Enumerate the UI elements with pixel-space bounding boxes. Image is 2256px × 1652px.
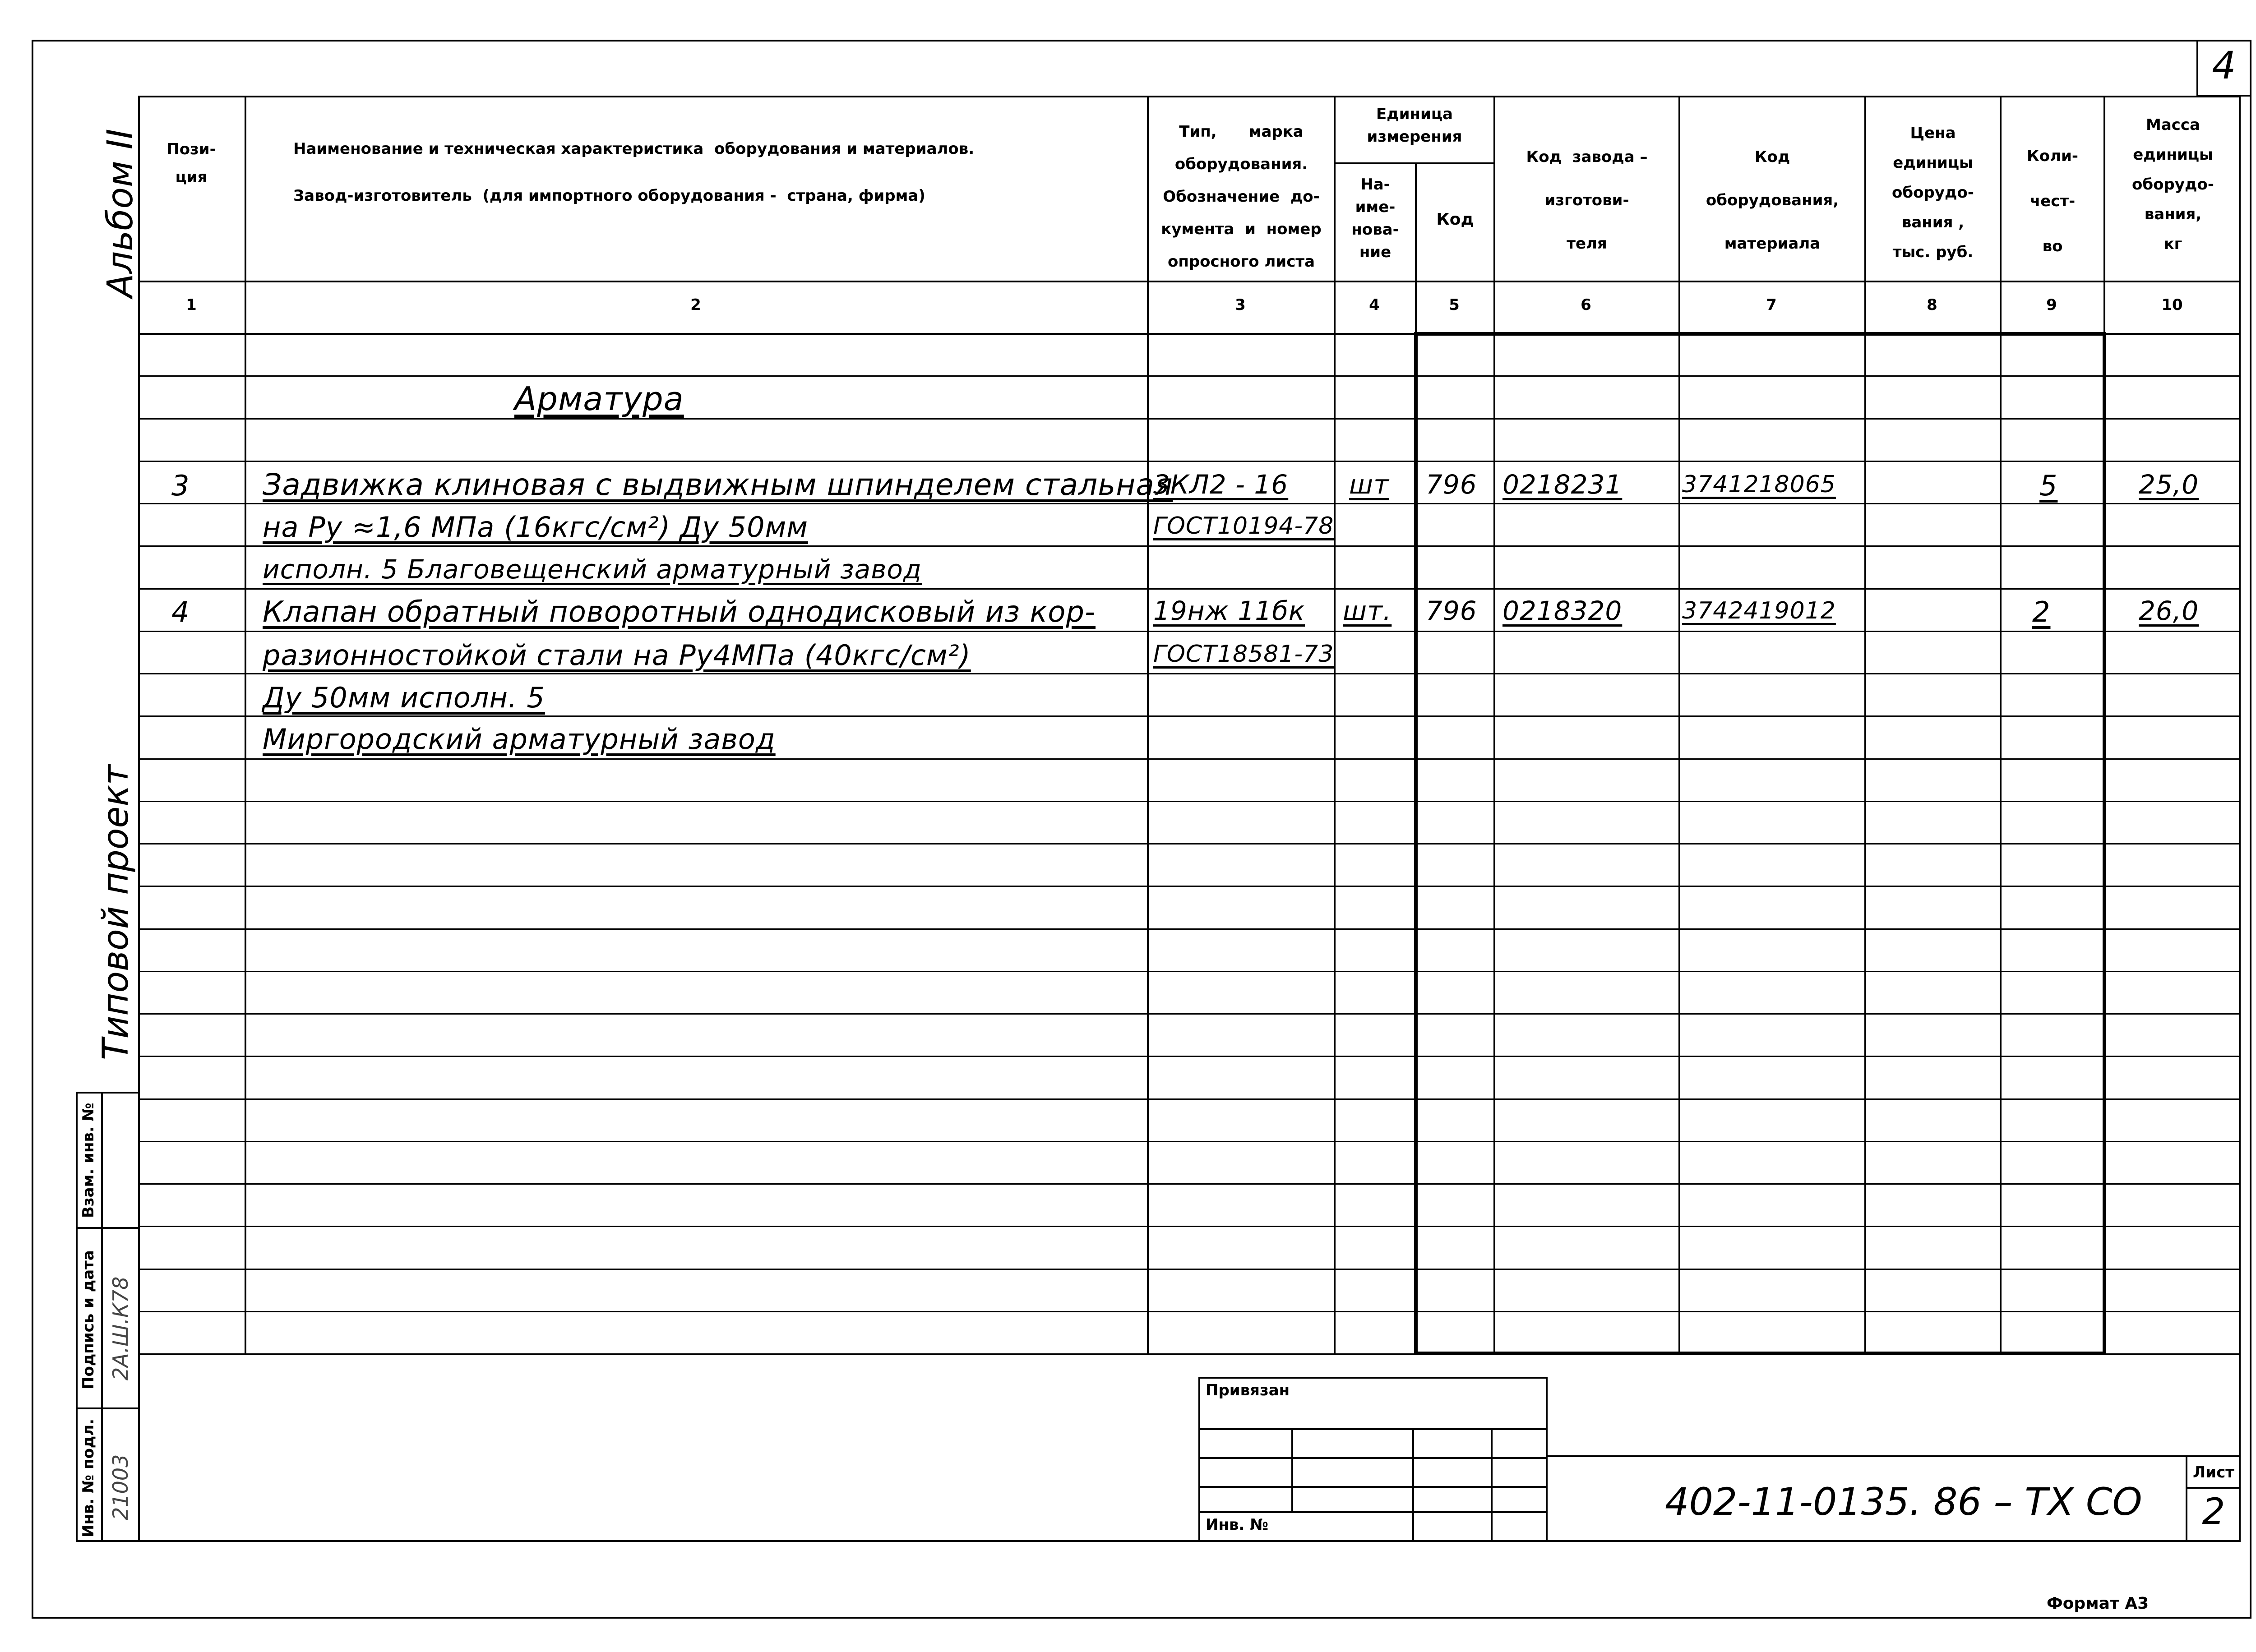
privyazan-col (1291, 1428, 1293, 1511)
table-row-line (138, 1269, 2241, 1270)
header-unit-name-line: ние (1359, 243, 1392, 261)
table-row-line (138, 1056, 2241, 1057)
stamp-row-line (76, 1227, 140, 1229)
sheet-label: Лист (2193, 1463, 2234, 1481)
header-price-line: оборудо- (1892, 184, 1974, 202)
col-line (245, 96, 246, 1354)
inv-podl-value: 21003 (108, 1454, 133, 1520)
header-type-line: опросного листа (1167, 253, 1315, 271)
col-line (1147, 96, 1149, 1354)
section-title: Арматура (514, 380, 684, 418)
privyazan-label: Привязан (1206, 1381, 1290, 1399)
vzam-label: Взам. инв. № (79, 1103, 97, 1218)
header-type-line: Обозначение до- (1163, 188, 1320, 206)
row-unit-name: шт (1349, 469, 1389, 500)
row-name-line: Задвижка клиновая с выдвижным шпинделем стальная (263, 467, 1173, 502)
row-equipment-code: 3742419012 (1682, 597, 1836, 624)
row-type-line: ГОСТ18581-73 (1153, 641, 1334, 668)
table-row-line (138, 1013, 2241, 1015)
header-mass-line: Масса (2145, 116, 2201, 134)
header-equipment-code (1680, 135, 1864, 265)
row-unit-code: 796 (1426, 469, 1477, 500)
row-position: 3 (171, 469, 190, 502)
header-equip-line: материала (1724, 235, 1821, 253)
table-row-line (138, 928, 2241, 930)
header-price-line: Цена (1910, 124, 1956, 142)
col-number-4: 4 (1369, 296, 1380, 314)
inv-podl-label: Инв. № подл. (79, 1418, 97, 1537)
header-unit-name-line: нова- (1351, 221, 1399, 239)
col-number-5: 5 (1449, 296, 1460, 314)
header-position (138, 135, 245, 191)
table-row-line (138, 545, 2241, 547)
header-name-line2: Завод-изготовитель (для импортного оборудования - страна, фирма) (293, 187, 925, 205)
number-row-bottom (138, 333, 2241, 335)
header-quantity (2002, 134, 2103, 269)
header-mass-line: кг (2164, 235, 2182, 253)
header-mass (2105, 110, 2241, 259)
table-row-line (138, 801, 2241, 802)
row-unit-code: 796 (1426, 595, 1477, 626)
unit-group-line (1334, 162, 1493, 164)
col-line (1334, 96, 1336, 1354)
table-row-line (138, 1226, 2241, 1227)
corner-sheet-number: 4 (2212, 43, 2236, 88)
privyazan-col (1412, 1428, 1414, 1542)
privyazan-line (1198, 1486, 1548, 1488)
row-name-line: Миргородский арматурный завод (263, 723, 776, 756)
col-number-10: 10 (2161, 296, 2183, 314)
header-price-line: единицы (1893, 154, 1973, 172)
header-unit-group (1336, 103, 1493, 148)
sheet-box-line (2186, 1487, 2241, 1489)
header-qty-line: во (2042, 237, 2063, 255)
privyazan-line (1198, 1428, 1548, 1430)
col-line (1864, 96, 1866, 1354)
header-equip-line: Код (1754, 148, 1790, 166)
project-type-label: Типовой проект (96, 764, 136, 1060)
header-mass-line: вания, (2144, 205, 2202, 223)
col-line (2000, 96, 2002, 1354)
header-type-line: кумента и номер (1161, 220, 1322, 238)
table-row-line (138, 673, 2241, 674)
header-mass-line: единицы (2133, 146, 2213, 164)
table-row-line (138, 503, 2241, 504)
header-price-line: вания , (1901, 213, 1965, 231)
row-quantity: 2 (2032, 595, 2051, 628)
row-name-line: исполн. 5 Благовещенский арматурный завод (263, 554, 922, 585)
header-type (1149, 115, 1334, 278)
col-line (1493, 96, 1495, 1354)
col-number-1: 1 (186, 296, 197, 314)
col-number-6: 6 (1581, 296, 1591, 314)
format-label: Формат А3 (2047, 1594, 2149, 1613)
row-unit-name: шт. (1343, 595, 1392, 626)
table-bottom (138, 1353, 2241, 1355)
col-number-8: 8 (1927, 296, 1937, 314)
inv-label: Инв. № (1206, 1516, 1269, 1534)
row-quantity: 5 (2039, 469, 2058, 502)
header-qty-line: Коли- (2027, 147, 2078, 165)
row-name-line: разионностойкой стали на Ру4МПа (40кгс/см²) (263, 639, 971, 672)
sheet-number: 2 (2202, 1490, 2225, 1532)
privyazan-line (1198, 1511, 1548, 1513)
header-unit-line: измерения (1367, 128, 1462, 146)
header-price (1866, 118, 2000, 267)
table-row-line (138, 418, 2241, 420)
row-mass: 26,0 (2139, 595, 2199, 626)
table-row-line (138, 715, 2241, 717)
row-plant-code: 0218320 (1502, 595, 1623, 626)
table-row-line (138, 886, 2241, 887)
row-plant-code: 0218231 (1502, 469, 1623, 500)
table-row-line (138, 1311, 2241, 1312)
sign-date-label: Подпись и дата (79, 1250, 97, 1389)
row-type-line: 3КЛ2 - 16 (1153, 469, 1289, 500)
table-row-line (138, 1098, 2241, 1100)
col-number-3: 3 (1235, 296, 1246, 314)
header-plant-line: изготови- (1544, 191, 1629, 209)
header-type-line: Тип, марка (1179, 123, 1304, 141)
table-row-line (138, 758, 2241, 760)
header-unit-name-line: На- (1360, 175, 1390, 194)
stamp-row-line (76, 1407, 140, 1409)
row-mass: 25,0 (2139, 469, 2199, 500)
row-equipment-code: 3741218065 (1682, 471, 1836, 498)
document-code: 402-11-0135. 86 – ТХ СО (1665, 1480, 2142, 1524)
col-line (1678, 96, 1680, 1354)
header-name (253, 140, 1137, 205)
table-row-line (138, 461, 2241, 462)
col-number-2: 2 (690, 296, 701, 314)
title-line (1548, 1455, 2241, 1457)
header-price-line: тыс. руб. (1892, 243, 1974, 261)
header-mass-line: оборудо- (2132, 175, 2214, 194)
col-number-7: 7 (1766, 296, 1777, 314)
table-row-line (138, 375, 2241, 377)
header-plant-line: Код завода – (1526, 148, 1648, 166)
table-row-line (138, 1141, 2241, 1142)
row-type-line: 19нж 11бк (1153, 595, 1305, 626)
header-unit-code: Код (1436, 210, 1474, 229)
album-label: Альбом II (100, 129, 141, 298)
table-row-line (138, 843, 2241, 844)
sheet-box-line (2186, 1455, 2187, 1542)
header-equip-line: оборудования, (1706, 191, 1839, 209)
header-plant-line: теля (1567, 235, 1607, 253)
table-row-line (138, 631, 2241, 632)
table-row-line (138, 971, 2241, 972)
row-position: 4 (171, 595, 190, 628)
col-number-9: 9 (2046, 296, 2057, 314)
header-unit-name-line: име- (1355, 198, 1396, 216)
header-type-line: оборудования. (1174, 155, 1308, 173)
header-position-text: Пози-ция (166, 140, 216, 186)
header-unit-name (1336, 173, 1415, 263)
row-name-line: на Ру ≈1,6 МПа (16кгс/см²) Ду 50мм (263, 511, 809, 544)
table-row-line (138, 1183, 2241, 1185)
row-type-line: ГОСТ10194-78 (1153, 512, 1334, 540)
privyazan-col (1491, 1428, 1493, 1542)
header-bottom-line (138, 281, 2241, 282)
sign-date-value: 2А.Ш.К78 (108, 1276, 133, 1380)
header-unit-line: Единица (1376, 105, 1453, 123)
header-qty-line: чест- (2029, 192, 2076, 210)
header-name-line1: Наименование и техническая характеристика оборудования и материалов. (293, 140, 975, 158)
header-plant-code (1495, 135, 1678, 265)
privyazan-line (1198, 1457, 1548, 1459)
row-name-line: Клапан обратный поворотный однодисковый из кор- (263, 595, 1096, 629)
stamp-divider (101, 1092, 103, 1542)
table-row-line (138, 588, 2241, 590)
row-name-line: Ду 50мм исполн. 5 (263, 681, 545, 714)
